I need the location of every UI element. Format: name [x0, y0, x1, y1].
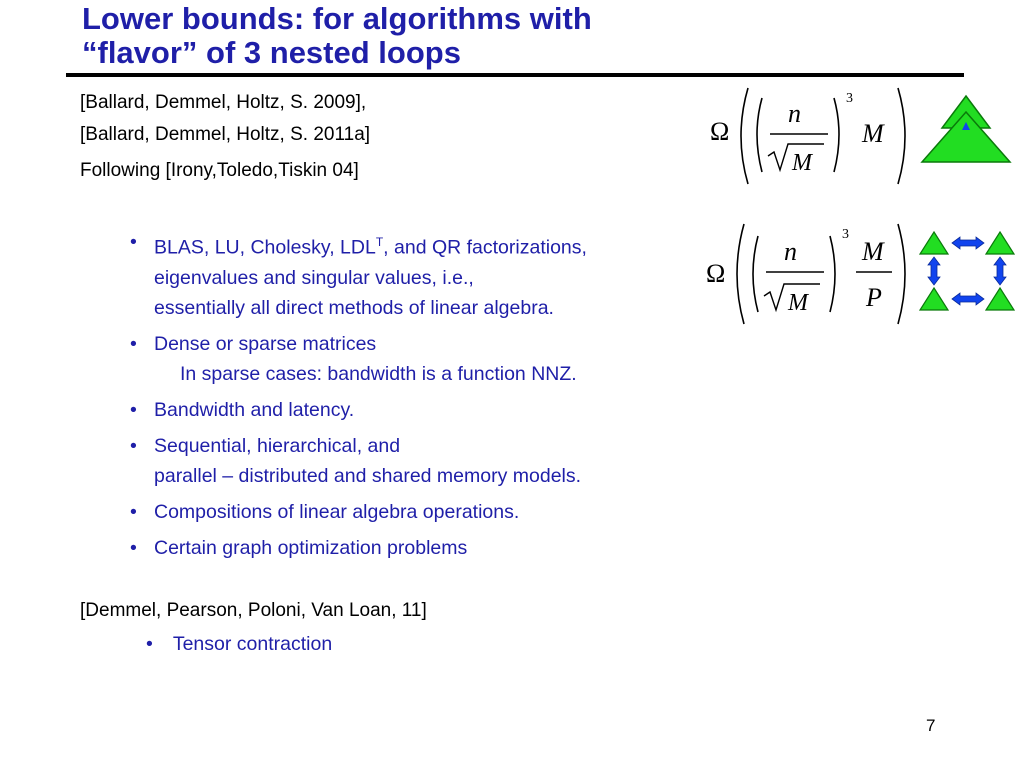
tensor-bullet: • Tensor contraction: [146, 633, 332, 656]
bullet-item: • Compositions of linear algebra operations.: [130, 497, 750, 527]
bullet-item: • Bandwidth and latency.: [130, 395, 750, 425]
bullet-list: [130, 227, 750, 569]
numerator-n: n: [784, 237, 797, 266]
bullet-item: • Sequential, hierarchical, and parallel – distributed and shared memory models.: [130, 431, 750, 491]
sqrt-m: M: [788, 290, 808, 316]
slide-title: [82, 2, 962, 70]
omega-symbol: Ω: [706, 259, 726, 288]
reference-1: [Ballard, Demmel, Holtz, S. 2009],: [80, 92, 367, 113]
numerator-m: M: [862, 237, 884, 266]
omega-symbol: Ω: [710, 117, 730, 146]
sqrt-m: M: [792, 150, 812, 176]
exponent-3: 3: [846, 91, 853, 106]
bullet-item: • Certain graph optimization problems: [130, 533, 750, 563]
bullet-item: • Dense or sparse matrices In sparse cases: bandwidth is a function NNZ.: [130, 329, 750, 389]
page-number: 7: [926, 716, 936, 735]
green-triangle-stack-icon: [918, 94, 1014, 171]
numerator-n: n: [788, 99, 801, 128]
exponent-3: 3: [842, 227, 849, 242]
reference-2: [Ballard, Demmel, Holtz, S. 2011a]: [80, 124, 371, 145]
reference-3: Following [Irony,Toledo,Tiskin 04]: [80, 160, 359, 181]
four-triangles-with-blue-arrows-icon: [916, 230, 1020, 317]
title-underline: [66, 73, 964, 77]
reference-4: [Demmel, Pearson, Poloni, Van Loan, 11]: [80, 600, 427, 621]
denominator-p: P: [866, 283, 882, 312]
title-line-1: Lower bounds: for algorithms with: [82, 1, 592, 36]
multiplier-m: M: [862, 119, 884, 148]
title-line-2: “flavor” of 3 nested loops: [82, 35, 461, 70]
lower-bound-formula-sequential: [700, 84, 915, 194]
bullet-item: • BLAS, LU, Cholesky, $LDL^T$, and QR factorizations, eigenvalues and singular values, i.e., essentially all direct methods of linear algebra.: [130, 227, 750, 323]
